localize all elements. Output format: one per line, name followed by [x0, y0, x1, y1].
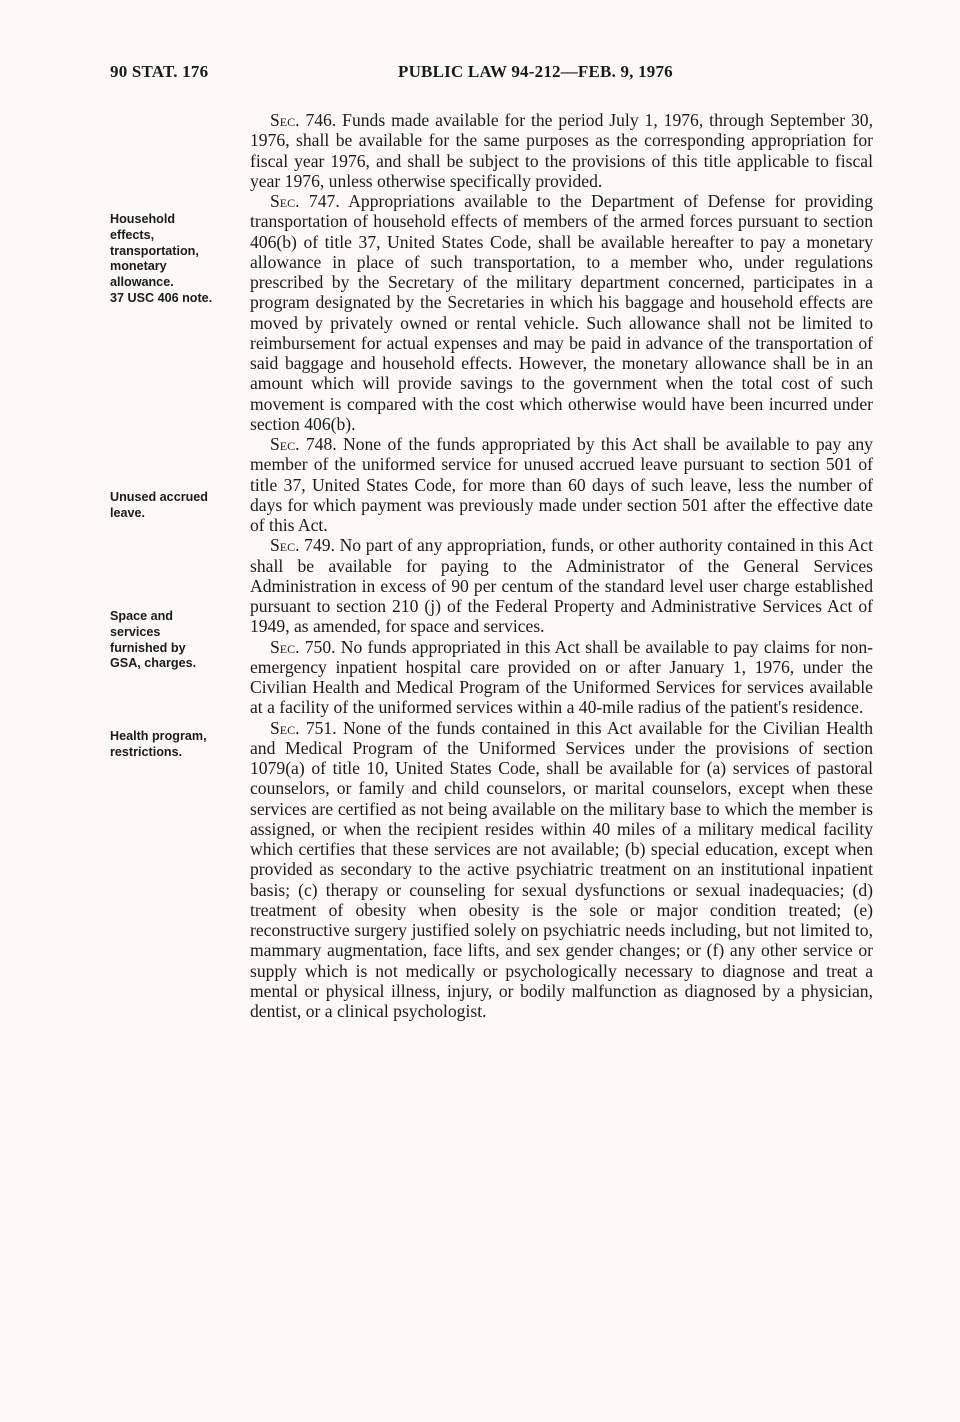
section-750: [250, 637, 873, 718]
section-text: Funds made available for the period July 1, 1976, through September 30, 1976, shall be available for the same purposes as the corresponding appropriation for fiscal year 1976, and shall be subject to the provisions of this title applicable to fiscal year 1976, unless otherwise specifically provided.: [250, 110, 873, 191]
section-748: [250, 434, 873, 535]
margin-note-household-effects: Household effects, transportation, monetary allowance. 37 USC 406 note.: [110, 212, 213, 305]
section-text: None of the funds contained in this Act available for the Civilian Health and Medical Program of the Uniformed Services under the provisions of section 1079(a) of title 10, United States Code, shall be available for (a) services of pastoral counselors, or family and child counselors, or marital counselors, except when these services are certified as not being available on the military base to which the member is assigned, or when the recipient resides within 40 miles of a military medical facility which certifies that these services are not available; (b) special education, except when provided as secondary to the active psychiatric treatment on an institutional inpatient basis; (c) therapy or counseling for sexual dysfunctions or sexual inadequacies; (d) treatment of obesity when obesity is the sole or major condition treated; (e) reconstructive surgery justified solely on psychiatric needs including, but not limited to, mammary augmentation, face lifts, and sex gender changes; or (f) any other service or supply which is not medically or psychologically necessary to diagnose and treat a mental or physical illness, injury, or bodily malfunction as diagnosed by a physician, dentist, or a clinical psychologist.: [250, 717, 873, 1021]
section-label: Sec. 749.: [270, 535, 335, 556]
margin-note-health-program: Health program, restrictions.: [110, 729, 207, 759]
section-747: [250, 191, 873, 434]
section-label: Sec. 747.: [270, 191, 340, 211]
statute-body: [250, 110, 873, 1021]
section-text: No part of any appropriation, funds, or other authority contained in this Act shall be available for paying to the Administrator of the General Services Administration in excess of 90 per centum of the standard level user charge established pursuant to section 210 (j) of the Federal Property and Administrative Services Act of 1949, as amended, for space and services.: [250, 535, 873, 637]
public-law-title: PUBLIC LAW 94-212—FEB. 9, 1976: [398, 62, 673, 81]
page-header: [110, 62, 870, 90]
section-label: Sec. 751.: [270, 717, 337, 738]
section-749: [250, 535, 873, 636]
section-label: Sec. 750.: [270, 636, 336, 657]
section-751: [250, 718, 873, 1022]
margin-note-unused-leave: Unused accrued leave.: [110, 490, 208, 520]
section-746: [250, 110, 873, 191]
section-text: Appropriations available to the Department of Defense for providing transportation of household effects of members of the armed forces pursuant to section 406(b) of title 37, United States Code, shall be available hereafter to pay a monetary allowance in place of such transportation, to a member who, under regulations prescribed by the Secretary of the military department concerned, participates in a program designated by the Secretaries in which his baggage and household effects are moved by privately owned or rental vehicle. Such allowance shall not be limited to reimbursement for actual expenses and may be paid in advance of the transportation of said baggage and household effects. However, the monetary allowance shall be in an amount which will provide savings to the government when the total cost of such movement is compared with the cost which otherwise would have been incurred under section 406(b).: [250, 191, 873, 434]
section-label: Sec. 748.: [270, 434, 337, 454]
statute-page-number: 90 STAT. 176: [110, 62, 209, 81]
section-label: Sec. 746.: [270, 110, 337, 130]
margin-note-gsa-space: Space and services furnished by GSA, charges.: [110, 609, 197, 671]
section-text: No funds appropriated in this Act shall be available to pay claims for non-emergency inpatient hospital care provided on or after January 1, 1976, under the Civilian Health and Medical Program of the Uniformed Services for services available at a facility of the uniformed services within a 40-mile radius of the patient's residence.: [250, 636, 873, 718]
section-text: None of the funds appropriated by this Act shall be available to pay any member of the uniformed service for unused accrued leave pursuant to section 501 of title 37, United States Code, for more than 60 days of such leave, less the number of days for which payment was previously made under section 501 after the effective date of this Act.: [250, 434, 873, 535]
